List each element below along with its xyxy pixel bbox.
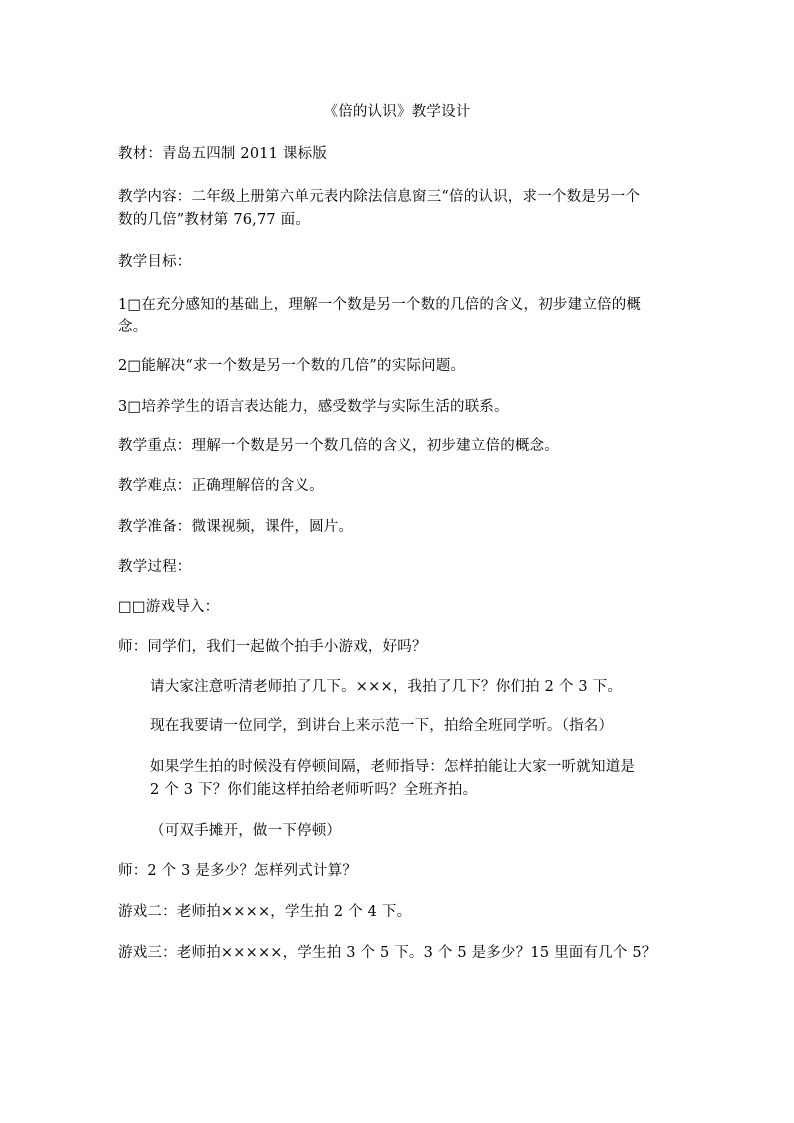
paragraph-3-line-1: 如果学生拍的时候没有停顿间隔，老师指导：怎样拍能让大家一听就知道是 [150, 759, 636, 775]
game-2: 游戏二：老师拍××××，学生拍 2 个 4 下。 [118, 904, 412, 920]
content-line-1: 教学内容：二年级上册第六单元表内除法信息窗三“倍的认识，求一个数是另一个 [118, 189, 641, 205]
paragraph-2: 现在我要请一位同学，到讲台上来示范一下，拍给全班同学听。（指名） [150, 718, 614, 734]
teacher-line-1: 师：同学们，我们一起做个拍手小游戏，好吗？ [118, 639, 427, 655]
goal-1-line-1: 1□在充分感知的基础上，理解一个数是另一个数的几倍的含义，初步建立倍的概 [118, 297, 642, 313]
goals-heading: 教学目标： [118, 254, 192, 270]
textbook-line: 教材：青岛五四制 2011 课标版 [118, 146, 328, 162]
paragraph-3-line-2: 2 个 3 下？你们能这样拍给老师听吗？全班齐拍。 [150, 782, 478, 798]
section-game-intro: □□游戏导入： [118, 599, 220, 615]
goal-1-line-2: 念。 [118, 319, 148, 335]
paragraph-4: （可双手摊开，做一下停顿） [150, 823, 342, 839]
process-heading: 教学过程： [118, 559, 192, 575]
content-line-2: 数的几倍”教材第 76,77 面。 [118, 212, 311, 228]
paragraph-1: 请大家注意听清老师拍了几下。×××，我拍了几下？你们拍 2 个 3 下。 [150, 679, 623, 695]
goal-3: 3□培养学生的语言表达能力，感受数学与实际生活的联系。 [118, 399, 509, 415]
key-point: 教学重点：理解一个数是另一个数几倍的含义，初步建立倍的概念。 [118, 438, 559, 454]
difficulty: 教学难点：正确理解倍的含义。 [118, 478, 324, 494]
preparation: 教学准备：微课视频，课件，圆片。 [118, 519, 354, 535]
document-title: 《倍的认识》教学设计 [323, 104, 471, 120]
game-3: 游戏三：老师拍×××××，学生拍 3 个 5 下。3 个 5 是多少？15 里面有几个 5？ [118, 945, 657, 961]
teacher-line-2: 师：2 个 3 是多少？怎样列式计算？ [118, 863, 358, 879]
goal-2: 2□能解决“求一个数是另一个数的几倍”的实际问题。 [118, 358, 466, 374]
